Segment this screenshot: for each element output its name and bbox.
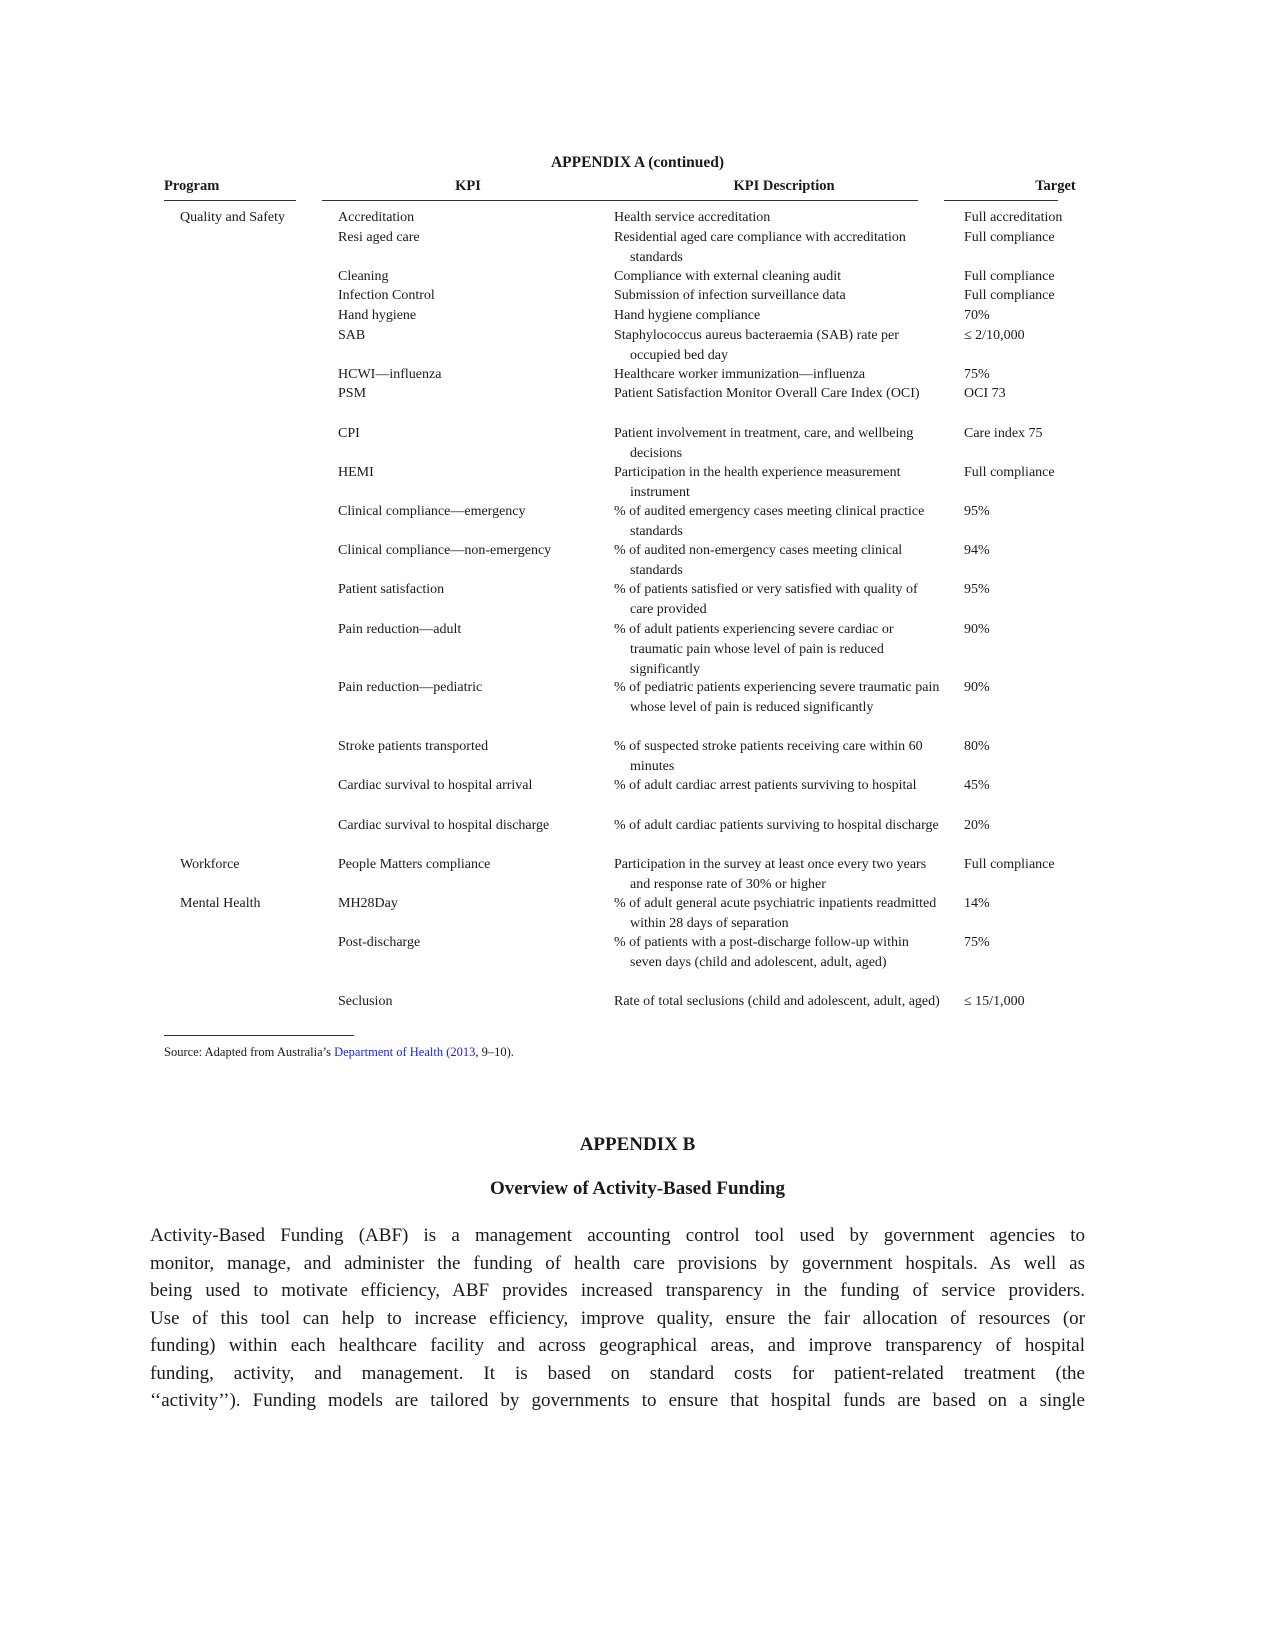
program-cell (164, 541, 312, 561)
program-cell (164, 228, 312, 248)
program-cell-text (164, 778, 180, 793)
description-cell-text: % of patients satisfied or very satisfied with quality of care provided (614, 582, 918, 618)
kpi-cell (338, 894, 598, 914)
description-cell (614, 933, 944, 973)
kpi-cell-text: Cardiac survival to hospital arrival (338, 778, 533, 794)
program-cell-text (164, 582, 180, 597)
target-cell (964, 776, 1112, 796)
description-cell-text: Healthcare worker immunization—influenza (614, 366, 866, 382)
program-cell-text (164, 994, 180, 1009)
description-cell (614, 326, 944, 366)
kpi-cell-text: HCWI—influenza (338, 366, 442, 382)
kpi-cell (338, 384, 598, 404)
description-cell-text: % of patients with a post-discharge follow-up within seven days (child and adolescent, adult, aged) (614, 935, 909, 971)
description-cell (614, 306, 944, 326)
description-cell (614, 855, 944, 895)
program-cell (164, 463, 312, 483)
kpi-cell-text: Resi aged care (338, 229, 420, 245)
program-cell (164, 424, 312, 444)
program-cell (164, 894, 312, 914)
program-cell-text (164, 288, 180, 303)
kpi-cell-text: Clinical compliance—non-emergency (338, 543, 552, 559)
source-rule (164, 1035, 354, 1036)
kpi-cell (338, 326, 598, 346)
description-cell-text: Participation in the health experience measurement instrument (614, 464, 901, 500)
description-cell (614, 208, 944, 228)
kpi-cell (338, 286, 598, 306)
program-cell (164, 286, 312, 306)
description-cell (614, 992, 944, 1012)
description-cell (614, 816, 944, 836)
table-row (164, 580, 1112, 619)
description-cell (614, 541, 944, 581)
program-cell (164, 776, 312, 796)
program-cell (164, 502, 312, 522)
body-line: funding, activity, and management. It is based on standard costs for patient-related treatment (the (150, 1362, 1085, 1384)
kpi-cell-text: Post-discharge (338, 935, 421, 951)
source-prefix: Source: Adapted from Australia’s (164, 1045, 335, 1059)
body-line: being used to motivate efficiency, ABF provides increased transparency in the funding of service providers. (150, 1280, 1085, 1301)
table-row (164, 855, 1112, 894)
target-cell-text: ≤ 15/1,000 (964, 994, 1025, 1009)
program-cell (164, 855, 312, 875)
description-cell-text: % of adult general acute psychiatric inpatients readmitted within 28 days of separation (614, 896, 937, 931)
description-cell (614, 737, 944, 777)
program-cell-text (164, 230, 180, 245)
table-row (164, 541, 1112, 580)
program-cell-text: Workforce (180, 856, 240, 872)
description-cell-text: % of adult patients experiencing severe cardiac or traumatic pain whose level of pain is reduced significantly (614, 621, 894, 677)
program-cell (164, 267, 312, 287)
table-row (164, 933, 1112, 992)
kpi-cell (338, 228, 598, 248)
appendix-b-title: APPENDIX B (579, 1134, 696, 1155)
body-line: funding) within each healthcare facility and across geographical areas, and improve transparency of hospital (150, 1335, 1085, 1356)
target-cell-text: Full accreditation (964, 210, 1063, 225)
target-cell-text: 95% (964, 504, 990, 519)
table-row (164, 306, 1112, 326)
target-cell-text: 90% (964, 621, 990, 637)
program-cell-text (164, 269, 180, 284)
program-cell (164, 737, 312, 757)
description-cell-text: Health service accreditation (614, 210, 771, 225)
program-cell (164, 620, 312, 640)
description-cell (614, 502, 944, 542)
description-cell (614, 678, 944, 718)
kpi-cell (338, 502, 598, 522)
kpi-cell (338, 816, 598, 836)
description-cell-text: Patient Satisfaction Monitor Overall Care Index (OCI) (614, 386, 920, 402)
target-cell-text: Full compliance (964, 268, 1055, 284)
description-cell-text: Patient involvement in treatment, care, and wellbeing decisions (614, 425, 914, 461)
kpi-cell-text: Cardiac survival to hospital discharge (338, 817, 550, 833)
header-rule-target (944, 200, 1058, 201)
table-row (164, 208, 1112, 228)
description-cell-text: % of adult cardiac arrest patients surviving to hospital (614, 778, 917, 794)
description-cell-text: Hand hygiene compliance (614, 308, 761, 323)
kpi-cell-text: People Matters compliance (338, 856, 491, 872)
description-cell (614, 228, 944, 268)
program-cell (164, 208, 312, 228)
program-cell-text (164, 622, 180, 637)
table-row (164, 463, 1112, 502)
program-cell-text (164, 426, 180, 441)
table-row (164, 894, 1112, 933)
header-target: Target (1035, 178, 1076, 194)
program-cell-text (164, 465, 180, 480)
table-source (164, 1045, 514, 1060)
source-suffix: , 9–10). (475, 1045, 514, 1059)
body-line: ‘‘activity’’). Funding models are tailored by governments to ensure that hospital funds are based on a single (150, 1390, 1085, 1411)
kpi-cell-text: Stroke patients transported (338, 739, 489, 755)
kpi-cell-text: Pain reduction—adult (338, 621, 462, 637)
program-cell (164, 816, 312, 836)
description-cell-text: Residential aged care compliance with accreditation standards (614, 229, 906, 265)
program-cell-text (164, 328, 180, 343)
target-cell (964, 816, 1112, 836)
program-cell-text (164, 818, 180, 833)
kpi-cell (338, 208, 598, 228)
kpi-cell (338, 992, 598, 1012)
table-caption: APPENDIX A (continued) (550, 154, 725, 171)
description-cell-text: Rate of total seclusions (child and adolescent, adult, aged) (614, 994, 940, 1009)
description-cell (614, 286, 944, 306)
table-row (164, 737, 1112, 776)
target-cell-text: 94% (964, 543, 990, 559)
description-cell-text: % of audited emergency cases meeting clinical practice standards (614, 504, 925, 539)
description-cell (614, 267, 944, 287)
kpi-cell-text: Hand hygiene (338, 308, 417, 323)
kpi-cell-text: MH28Day (338, 896, 398, 911)
description-cell (614, 894, 944, 934)
table-row (164, 502, 1112, 541)
kpi-cell (338, 580, 598, 600)
target-cell (964, 580, 1112, 600)
description-cell (614, 580, 944, 620)
target-cell (964, 933, 1112, 953)
header-kpi: KPI (455, 178, 481, 194)
description-cell (614, 776, 944, 796)
target-cell (964, 326, 1112, 346)
target-cell-text: Full compliance (964, 464, 1055, 480)
program-cell-text (164, 308, 180, 323)
program-cell-text (164, 504, 180, 519)
target-cell (964, 424, 1112, 444)
target-cell (964, 365, 1112, 385)
target-cell (964, 267, 1112, 287)
target-cell-text: ≤ 2/10,000 (964, 327, 1025, 343)
kpi-cell (338, 776, 598, 796)
table-row (164, 365, 1112, 385)
target-cell-text: Full compliance (964, 856, 1055, 872)
target-cell-text: OCI 73 (964, 386, 1006, 402)
header-program: Program (164, 178, 220, 194)
appendix-b-body (150, 1222, 1085, 1415)
table-row (164, 620, 1112, 679)
kpi-cell (338, 267, 598, 287)
target-cell-text: 45% (964, 778, 990, 794)
program-cell-text: Quality and Safety (180, 210, 285, 225)
kpi-cell-text: Seclusion (338, 994, 393, 1009)
program-cell (164, 365, 312, 385)
program-cell (164, 678, 312, 698)
kpi-cell-text: PSM (338, 386, 367, 402)
header-rule-desc (596, 200, 918, 201)
target-cell (964, 894, 1112, 914)
table-row (164, 678, 1112, 737)
program-cell-text (164, 386, 180, 401)
appendix-b-subtitle: Overview of Activity-Based Funding (489, 1178, 786, 1199)
program-cell-text (164, 543, 180, 558)
program-cell (164, 326, 312, 346)
target-cell (964, 678, 1112, 698)
kpi-cell (338, 855, 598, 875)
target-cell-text: 75% (964, 935, 990, 951)
header-rule-program (164, 200, 296, 201)
target-cell-text: 14% (964, 896, 990, 911)
kpi-cell-text: SAB (338, 327, 366, 343)
program-cell-text: Mental Health (180, 896, 261, 911)
target-cell-text: 75% (964, 366, 990, 382)
program-cell (164, 580, 312, 600)
target-cell (964, 992, 1112, 1012)
table-row (164, 776, 1112, 815)
source-link[interactable]: Department of Health (2013 (334, 1045, 476, 1059)
description-cell-text: Submission of infection surveillance data (614, 288, 846, 304)
description-cell-text: Compliance with external cleaning audit (614, 268, 842, 284)
table-row (164, 286, 1112, 306)
target-cell (964, 502, 1112, 522)
target-cell-text: Full compliance (964, 288, 1055, 304)
kpi-cell-text: Clinical compliance—emergency (338, 504, 526, 519)
body-line: monitor, manage, and administer the funding of health care provisions by government hospitals. As well as (150, 1252, 1085, 1274)
target-cell-text: 20% (964, 817, 990, 833)
target-cell (964, 208, 1112, 228)
description-cell-text: % of audited non-emergency cases meeting clinical standards (614, 543, 903, 579)
description-cell-text: % of pediatric patients experiencing severe traumatic pain whose level of pain is reduced significantly (614, 680, 940, 716)
description-cell-text: Staphylococcus aureus bacteraemia (SAB) rate per occupied bed day (614, 327, 899, 363)
program-cell (164, 992, 312, 1012)
table-row (164, 228, 1112, 267)
target-cell (964, 286, 1112, 306)
kpi-cell (338, 306, 598, 326)
kpi-cell-text: Accreditation (338, 210, 415, 225)
target-cell-text: 90% (964, 680, 990, 696)
target-cell-text: Full compliance (964, 229, 1055, 245)
description-cell-text: % of suspected stroke patients receiving care within 60 minutes (614, 739, 923, 775)
target-cell (964, 620, 1112, 640)
description-cell (614, 384, 944, 404)
table-row (164, 816, 1112, 855)
description-cell-text: % of adult cardiac patients surviving to hospital discharge (614, 817, 939, 833)
program-cell (164, 384, 312, 404)
kpi-cell (338, 678, 598, 698)
table-row (164, 267, 1112, 287)
target-cell (964, 384, 1112, 404)
target-cell (964, 306, 1112, 326)
kpi-cell-text: Pain reduction—pediatric (338, 680, 483, 696)
kpi-cell (338, 933, 598, 953)
kpi-cell (338, 737, 598, 757)
kpi-cell (338, 463, 598, 483)
table-row (164, 326, 1112, 365)
description-cell-text: Participation in the survey at least once every two years and response rate of 30% or higher (614, 856, 927, 892)
body-line: Use of this tool can help to increase efficiency, improve quality, ensure the fair allocation of resources (or (150, 1307, 1085, 1329)
program-cell-text (164, 680, 180, 695)
kpi-cell (338, 424, 598, 444)
program-cell (164, 306, 312, 326)
table-row (164, 424, 1112, 463)
header-kpi-description: KPI Description (733, 178, 835, 194)
body-line: Activity-Based Funding (ABF) is a management accounting control tool used by government agencies to (150, 1225, 1085, 1246)
target-cell (964, 541, 1112, 561)
program-cell-text (164, 739, 180, 754)
description-cell (614, 365, 944, 385)
kpi-cell-text: HEMI (338, 464, 374, 480)
target-cell-text: Care index 75 (964, 425, 1043, 441)
kpi-cell (338, 620, 598, 640)
kpi-cell-text: Cleaning (338, 268, 389, 284)
table-row (164, 384, 1112, 423)
description-cell (614, 463, 944, 503)
target-cell-text: 70% (964, 308, 990, 323)
program-cell (164, 933, 312, 953)
target-cell-text: 95% (964, 582, 990, 598)
kpi-cell-text: CPI (338, 425, 360, 441)
kpi-cell (338, 365, 598, 385)
program-cell-text (164, 935, 180, 950)
program-cell-text (164, 367, 180, 382)
target-cell (964, 463, 1112, 483)
description-cell (614, 620, 944, 680)
kpi-cell-text: Patient satisfaction (338, 582, 445, 598)
target-cell-text: 80% (964, 739, 990, 755)
target-cell (964, 855, 1112, 875)
kpi-cell-text: Infection Control (338, 288, 435, 304)
table-row (164, 992, 1112, 1031)
description-cell (614, 424, 944, 464)
kpi-cell (338, 541, 598, 561)
target-cell (964, 228, 1112, 248)
target-cell (964, 737, 1112, 757)
